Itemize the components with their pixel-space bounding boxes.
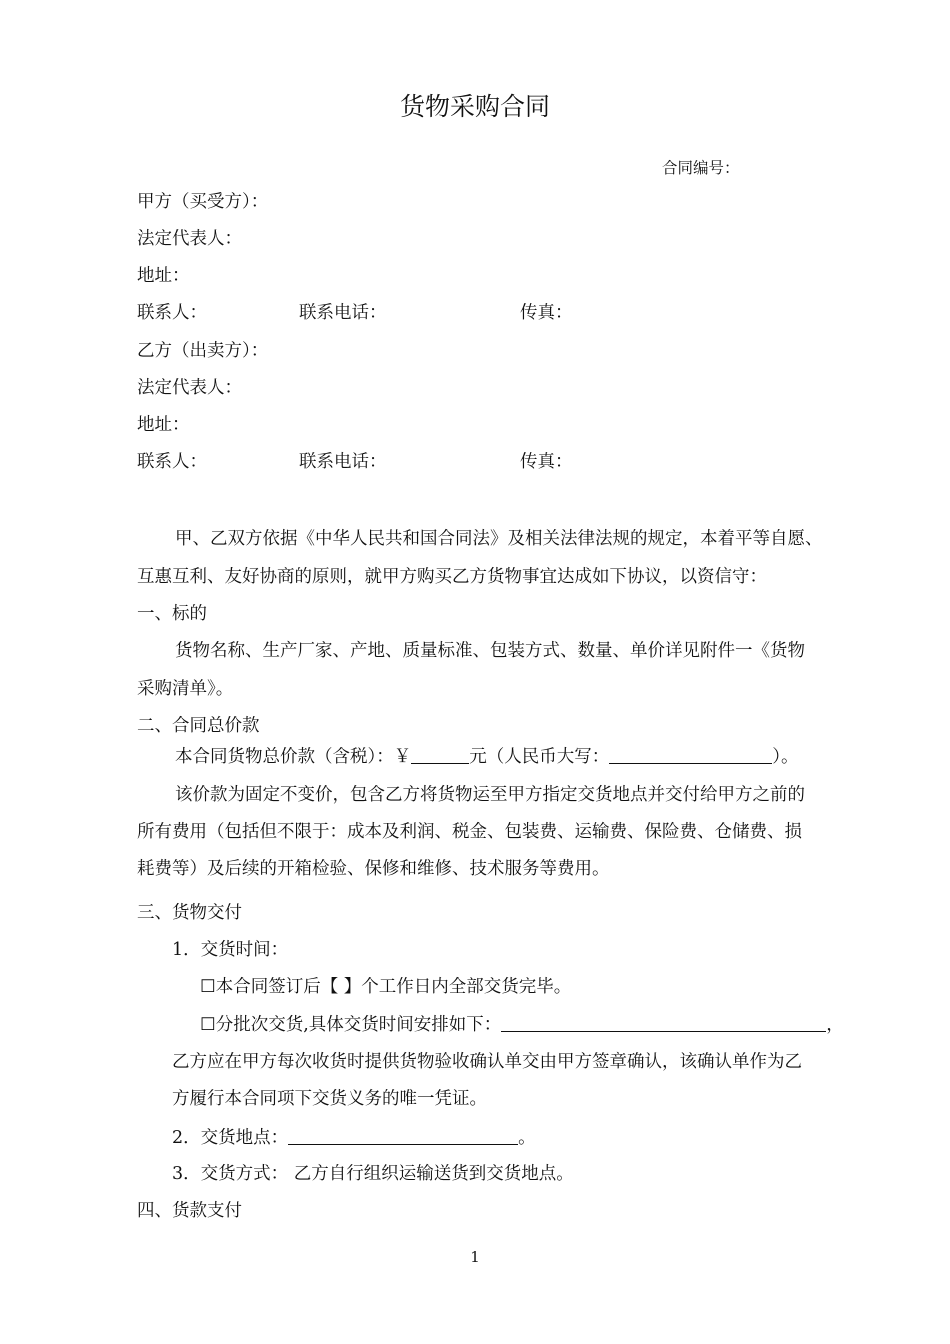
document-title: 货物采购合同 (399, 92, 550, 121)
delivery-place-blank (288, 1127, 518, 1145)
delivery-option-2-line (200, 1013, 844, 1037)
party-b-address-label: 地址： (137, 415, 190, 435)
total-price-suffix: ）。 (772, 747, 799, 767)
total-price-line (175, 745, 799, 769)
party-b-representative-label: 法定代表人： (137, 378, 242, 398)
delivery-place-line (172, 1126, 536, 1150)
section-1-heading: 一、标的 (137, 604, 207, 624)
delivery-note-line-2: 方履行本合同项下交货义务的唯一凭证。 (172, 1089, 487, 1109)
price-capital-blank (609, 746, 772, 764)
delivery-method-item: 3．交货方式： 乙方自行组织运输送货到交货地点。 (172, 1164, 574, 1184)
party-a-contact-label: 联系人： (137, 303, 207, 323)
page-number: 1 (470, 1248, 480, 1266)
party-b-contact-label: 联系人： (137, 452, 207, 472)
preamble-line-2: 互惠互利、友好协商的原则，就甲方购买乙方货物事宜达成如下协议，以资信守： (137, 567, 767, 587)
party-b-fax-label: 传真： (520, 452, 573, 472)
section-4-heading: 四、货款支付 (137, 1201, 242, 1221)
party-a-phone-label: 联系电话： (299, 303, 387, 323)
delivery-place-item: 2．交货地点： (172, 1128, 289, 1148)
party-a-address-label: 地址： (137, 266, 190, 286)
section-1-line-2: 采购清单》。 (137, 679, 234, 699)
delivery-schedule-blank (501, 1014, 826, 1032)
section-2-para-line-1: 该价款为固定不变价，包含乙方将货物运至甲方指定交货地点并交付给甲方之前的 (175, 785, 805, 805)
party-b-phone-label: 联系电话： (299, 452, 387, 472)
delivery-option-1: ☐本合同签订后【 】个工作日内全部交货完毕。 (200, 977, 572, 997)
party-a-representative-label: 法定代表人： (137, 229, 242, 249)
section-3-heading: 三、货物交付 (137, 903, 242, 923)
total-price-prefix: 本合同货物总价款（含税）：￥ (175, 747, 412, 767)
party-a-fax-label: 传真： (520, 303, 573, 323)
section-2-para-line-3: 耗费等）及后续的开箱检验、保修和维修、技术服务等费用。 (137, 859, 610, 879)
contract-number-label: 合同编号： (662, 159, 740, 177)
delivery-place-end: 。 (518, 1128, 536, 1148)
delivery-note-line-1: 乙方应在甲方每次收货时提供货物验收确认单交由甲方签章确认，该确认单作为乙 (172, 1052, 802, 1072)
party-a-label: 甲方（买受方）： (137, 192, 269, 212)
section-2-heading: 二、合同总价款 (137, 716, 260, 736)
party-b-label: 乙方（出卖方）： (137, 341, 269, 361)
preamble-line-1: 甲、乙双方依据《中华人民共和国合同法》及相关法律法规的规定，本着平等自愿、 (175, 529, 823, 549)
section-2-para-line-2: 所有费用（包括但不限于：成本及利润、税金、包装费、运输费、保险费、仓储费、损 (137, 822, 802, 842)
section-1-line-1: 货物名称、生产厂家、产地、质量标准、包装方式、数量、单价详见附件一《货物 (175, 641, 805, 661)
total-price-middle: 元（人民币大写： (469, 747, 610, 767)
delivery-time-item: 1．交货时间： (172, 940, 289, 960)
delivery-option-2-end: ， (826, 1015, 844, 1035)
price-amount-blank (411, 746, 469, 764)
delivery-option-2: ☐分批次交货,具体交货时间安排如下： (200, 1015, 502, 1035)
